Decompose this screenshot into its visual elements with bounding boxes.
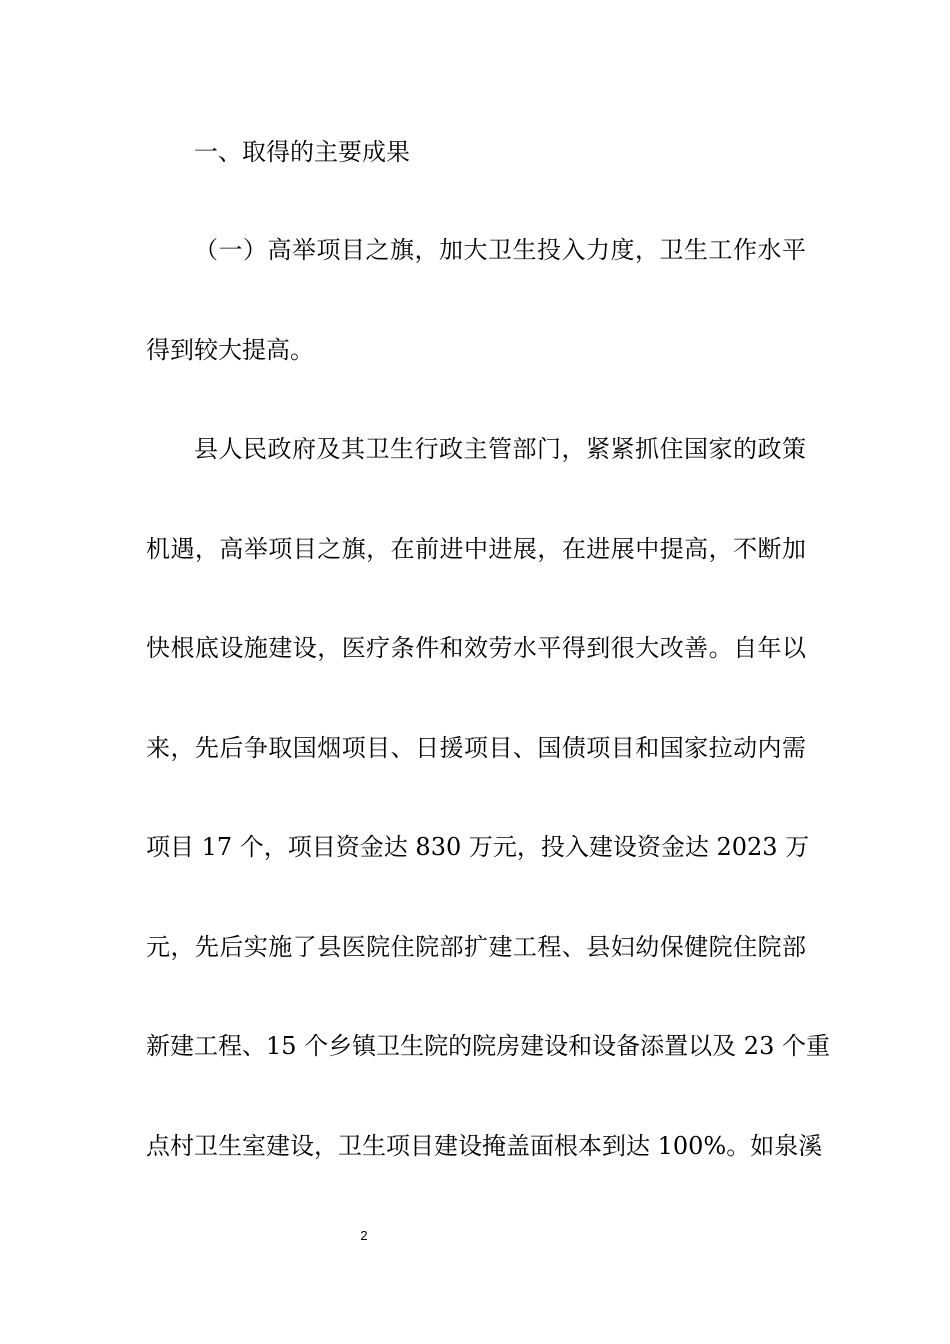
paragraph-line-7: 新建工程、15 个乡镇卫生院的院房建设和设备添置以及 23 个重 <box>146 1032 830 1060</box>
paragraph-line-2: 机遇，高举项目之旗，在前进中进展，在进展中提高，不断加 <box>146 535 806 563</box>
paragraph-line-4: 来，先后争取国烟项目、日援项目、国债项目和国家拉动内需 <box>146 734 806 762</box>
section-heading: 一、取得的主要成果 <box>194 138 410 166</box>
paragraph-line-5: 项目 17 个，项目资金达 830 万元，投入建设资金达 2023 万 <box>146 833 810 861</box>
paragraph-line-1: 县人民政府及其卫生行政主管部门，紧紧抓住国家的政策 <box>194 435 806 463</box>
paragraph-line-6: 元，先后实施了县医院住院部扩建工程、县妇幼保健院住院部 <box>146 933 806 961</box>
page-number: 2 <box>360 1228 368 1243</box>
paragraph-line-8: 点村卫生室建设，卫生项目建设掩盖面根本到达 100%。如泉溪 <box>146 1132 823 1160</box>
paragraph-line-3: 快根底设施建设，医疗条件和效劳水平得到很大改善。自年以 <box>146 634 806 662</box>
subsection-heading-line-1: （一）高举项目之旗，加大卫生投入力度，卫生工作水平 <box>194 236 806 264</box>
subsection-heading-line-2: 得到较大提高。 <box>146 336 314 364</box>
